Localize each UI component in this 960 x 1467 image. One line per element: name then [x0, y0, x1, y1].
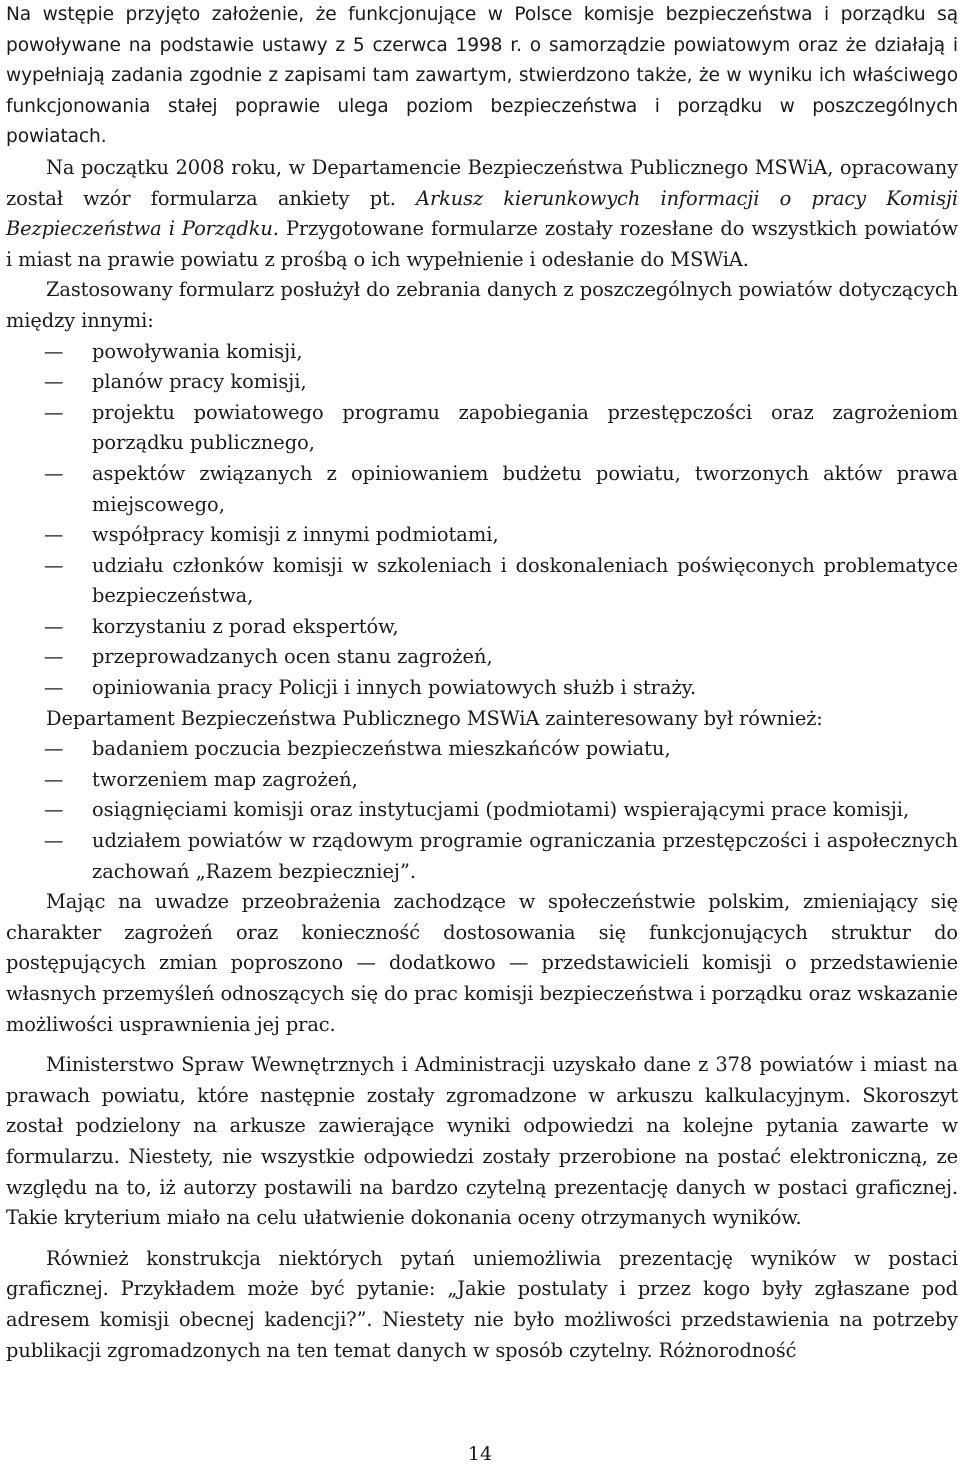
list-item-text: tworzeniem map zagrożeń, [92, 767, 358, 791]
paragraph-intro: Na wstępie przyjęto założenie, że funkcjonujące w Polsce komisje bezpieczeństwa i porządku są powoływane na podstawie ustawy z 5 czerwca 1998 r. o samorządzie powiatowym oraz że działają i wypełniają zadania zgodnie z zapisami tam zawartym, stwierdzono także, że w wyniku ich właściwego funkcjonowania stałej poprawie ulega poziom bezpieczeństwa i porządku w poszczególnych powiatach. [6, 4, 958, 148]
list-item-text: aspektów związanych z opiniowaniem budżetu powiatu, tworzonych aktów prawa miejscowego, [92, 461, 958, 516]
list-item [6, 612, 958, 643]
document-page [6, 0, 958, 1366]
survey-form-title: Arkusz kierunkowych informacji o pracy Komisji Bezpieczeństwa i Porządku. [6, 186, 958, 241]
paragraph-department-interest: Departament Bezpieczeństwa Publicznego MSWiA zainteresowany był również: [46, 706, 823, 730]
list-item [6, 734, 958, 765]
paragraph-question-construction: Również konstrukcja niektórych pytań uniemożliwia prezentację wyników w postaci graficznej. Przykładem może być pytanie: „Jakie postulaty i przez kogo były zgłaszane pod adresem komisji obecnej kadencji?”. Niestety nie było możliwości przedstawienia na potrzeby publikacji zgromadzonych na ten temat danych w sposób czytelny. Różnorodność [6, 1246, 958, 1362]
paragraph-survey-form-text-b: Przygotowane formularze zostały rozesłane do wszystkich powiatów i miast na prawie powiatu z prośbą o ich wypełnienie i odesłanie do MSWiA. [6, 217, 958, 271]
dash-bullet: — [44, 676, 64, 700]
list-department-interest [6, 734, 958, 887]
list-item-text: osiągnięciami komisji oraz instytucjami (podmiotami) wspierającymi prace komisji, [92, 798, 910, 822]
list-item [6, 367, 958, 398]
dash-bullet: — [44, 614, 64, 638]
list-form-scope [6, 337, 958, 704]
list-item-text: opiniowania pracy Policji i innych powiatowych służb i straży. [92, 676, 697, 700]
paragraph-ministry-data: Ministerstwo Spraw Wewnętrznych i Administracji uzyskało dane z 378 powiatów i miast na prawach powiatu, które następnie zostały zgromadzone w arkuszu kalkulacyjnym. Skoroszyt został podzielony na arkusze zawierające wyniki odpowiedzi na kolejne pytania zawarte w formularzu. Niestety, nie wszystkie odpowiedzi zostały przerobione na postać elektroniczną, ze względu na to, iż autorzy postawili na bardzo czytelną prezentację danych w postaci graficznej. Takie kryterium miało na celu ułatwienie dokonania oceny otrzymanych wyników. [6, 1053, 958, 1230]
paragraph-form-scope: Zastosowany formularz posłużył do zebrania danych z poszczególnych powiatów dotyczących między innymi: [6, 278, 958, 332]
list-item-text: współpracy komisji z innymi podmiotami, [92, 523, 499, 547]
list-item-text: korzystaniu z porad ekspertów, [92, 614, 399, 638]
list-item [6, 673, 958, 704]
list-item [6, 642, 958, 673]
dash-bullet: — [44, 645, 64, 669]
list-item-text: udziału członków komisji w szkoleniach i doskonaleniach poświęconych problematyce bezpieczeństwa, [92, 553, 958, 608]
paragraph-transformations: Mając na uwadze przeobrażenia zachodzące w społeczeństwie polskim, zmieniający się charakter zagrożeń oraz konieczność dostosowania się funkcjonujących struktur do postępujących zmian poproszono — dodatkowo — przedstawicieli komisji o przedstawienie własnych przemyśleń odnoszących się do prac komisji bezpieczeństwa i porządku oraz wskazanie możliwości usprawnienia jej prac. [6, 890, 958, 1036]
list-item [6, 795, 958, 826]
list-item-text: udziałem powiatów w rządowym programie ograniczania przestępczości i aspołecznych zachowań „Razem bezpieczniej”. [92, 829, 958, 883]
list-item [6, 826, 958, 887]
dash-bullet: — [44, 767, 64, 791]
list-item [6, 551, 958, 612]
dash-bullet: — [44, 553, 64, 577]
dash-bullet: — [44, 461, 64, 485]
dash-bullet: — [44, 829, 64, 853]
list-item-text: przeprowadzanych ocen stanu zagrożeń, [92, 645, 493, 669]
list-item [6, 337, 958, 368]
dash-bullet: — [44, 737, 64, 761]
paragraph-survey-form [6, 153, 958, 275]
list-item [6, 765, 958, 796]
dash-bullet: — [44, 523, 64, 547]
dash-bullet: — [44, 798, 64, 822]
dash-bullet: — [44, 339, 64, 363]
list-item-text: projektu powiatowego programu zapobiegania przestępczości oraz zagrożeniom porządku publicznego, [92, 400, 958, 455]
paragraph-survey-form-text-a: Na początku 2008 roku, w Departamencie Bezpieczeństwa Publicznego MSWiA, opracowany został wzór formularza ankiety pt. [6, 155, 958, 210]
list-item [6, 459, 958, 520]
list-item-text: powoływania komisji, [92, 339, 303, 363]
list-item-text: planów pracy komisji, [92, 370, 307, 394]
dash-bullet: — [44, 400, 64, 424]
page-number: 14 [467, 1443, 493, 1465]
dash-bullet: — [44, 370, 64, 394]
list-item [6, 398, 958, 459]
list-item-text: badaniem poczucia bezpieczeństwa mieszkańców powiatu, [92, 737, 671, 761]
list-item [6, 520, 958, 551]
